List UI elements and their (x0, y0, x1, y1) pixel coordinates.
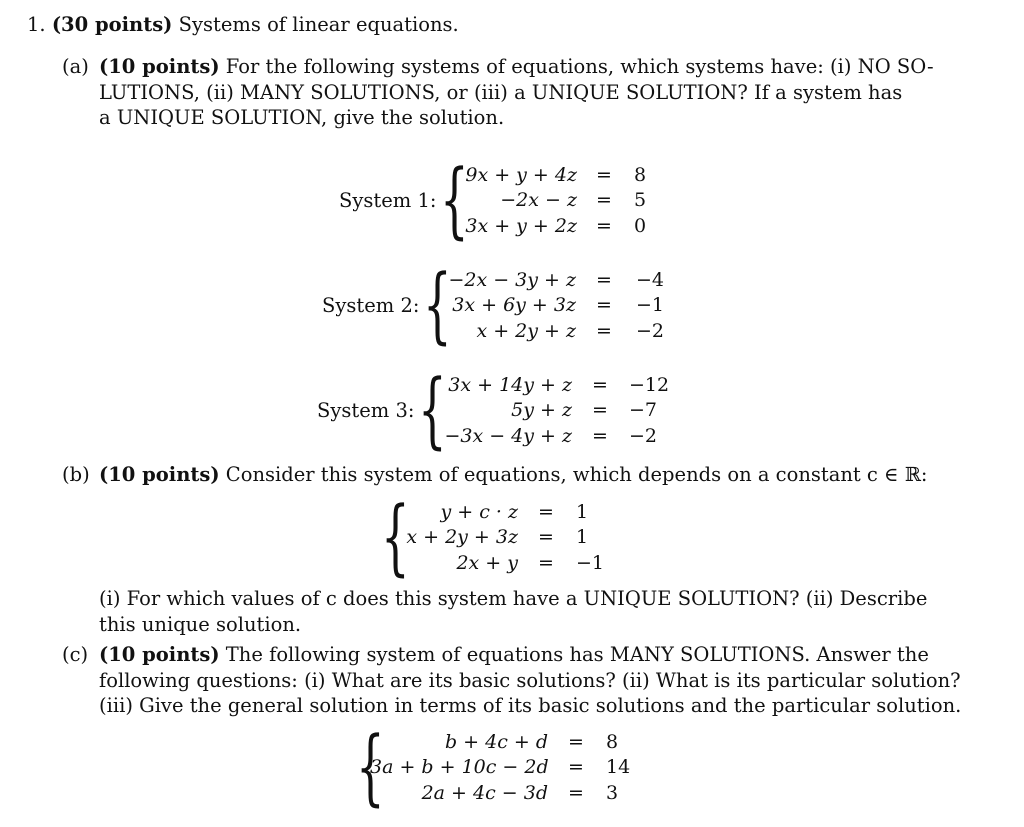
problem-header (27, 12, 459, 37)
part-a-line-1: (10 points) For the following systems of equations, which systems have: (i) NO SO- (99, 55, 934, 78)
part-a-points: (10 points) (99, 55, 220, 78)
system-2-brace: { (423, 258, 452, 353)
system-1-brace: { (440, 153, 469, 248)
part-c-line-1: (10 points) The following system of equations has MANY SOLUTIONS. Answer the (99, 643, 929, 666)
part-c-line-2: following questions: (i) What are its basic solutions? (ii) What is its particular solution? (99, 668, 961, 692)
system-2-label: System 2: (322, 294, 420, 317)
part-a-line-3: a UNIQUE SOLUTION, give the solution. (99, 106, 505, 129)
system-3-brace: { (418, 363, 447, 458)
system-3-label: System 3: (317, 399, 415, 422)
part-b-brace: { (381, 490, 410, 585)
part-c-label: (c) (62, 643, 89, 666)
part-c-line-3: (iii) Give the general solution in terms of its basic solutions and the particular solution. (99, 694, 962, 717)
problem-title: Systems of linear equations. (178, 13, 459, 36)
system-1-label: System 1: (339, 189, 437, 212)
part-b-question-line-1: (i) For which values of c does this system have a UNIQUE SOLUTION? (ii) Describe (99, 587, 928, 610)
part-c-points: (10 points) (99, 643, 220, 666)
part-c-text (99, 642, 961, 719)
problem-points: (30 points) (51, 13, 173, 36)
part-b-question-line-2: this unique solution. (99, 612, 302, 636)
problem-number: 1. (27, 13, 46, 36)
part-a-text (99, 54, 934, 131)
part-a-line-2: LUTIONS, (ii) MANY SOLUTIONS, or (iii) a UNIQUE SOLUTION? If a system has (99, 80, 903, 104)
part-a-label: (a) (62, 55, 89, 78)
part-b-intro-line (99, 462, 927, 487)
part-b-points: (10 points) (99, 463, 220, 486)
part-c-brace: { (356, 720, 385, 815)
part-b-label: (b) (62, 463, 90, 486)
part-b-question (99, 586, 927, 637)
part-b-intro: Consider this system of equations, which depends on a constant c ∈ ℝ: (225, 463, 928, 486)
